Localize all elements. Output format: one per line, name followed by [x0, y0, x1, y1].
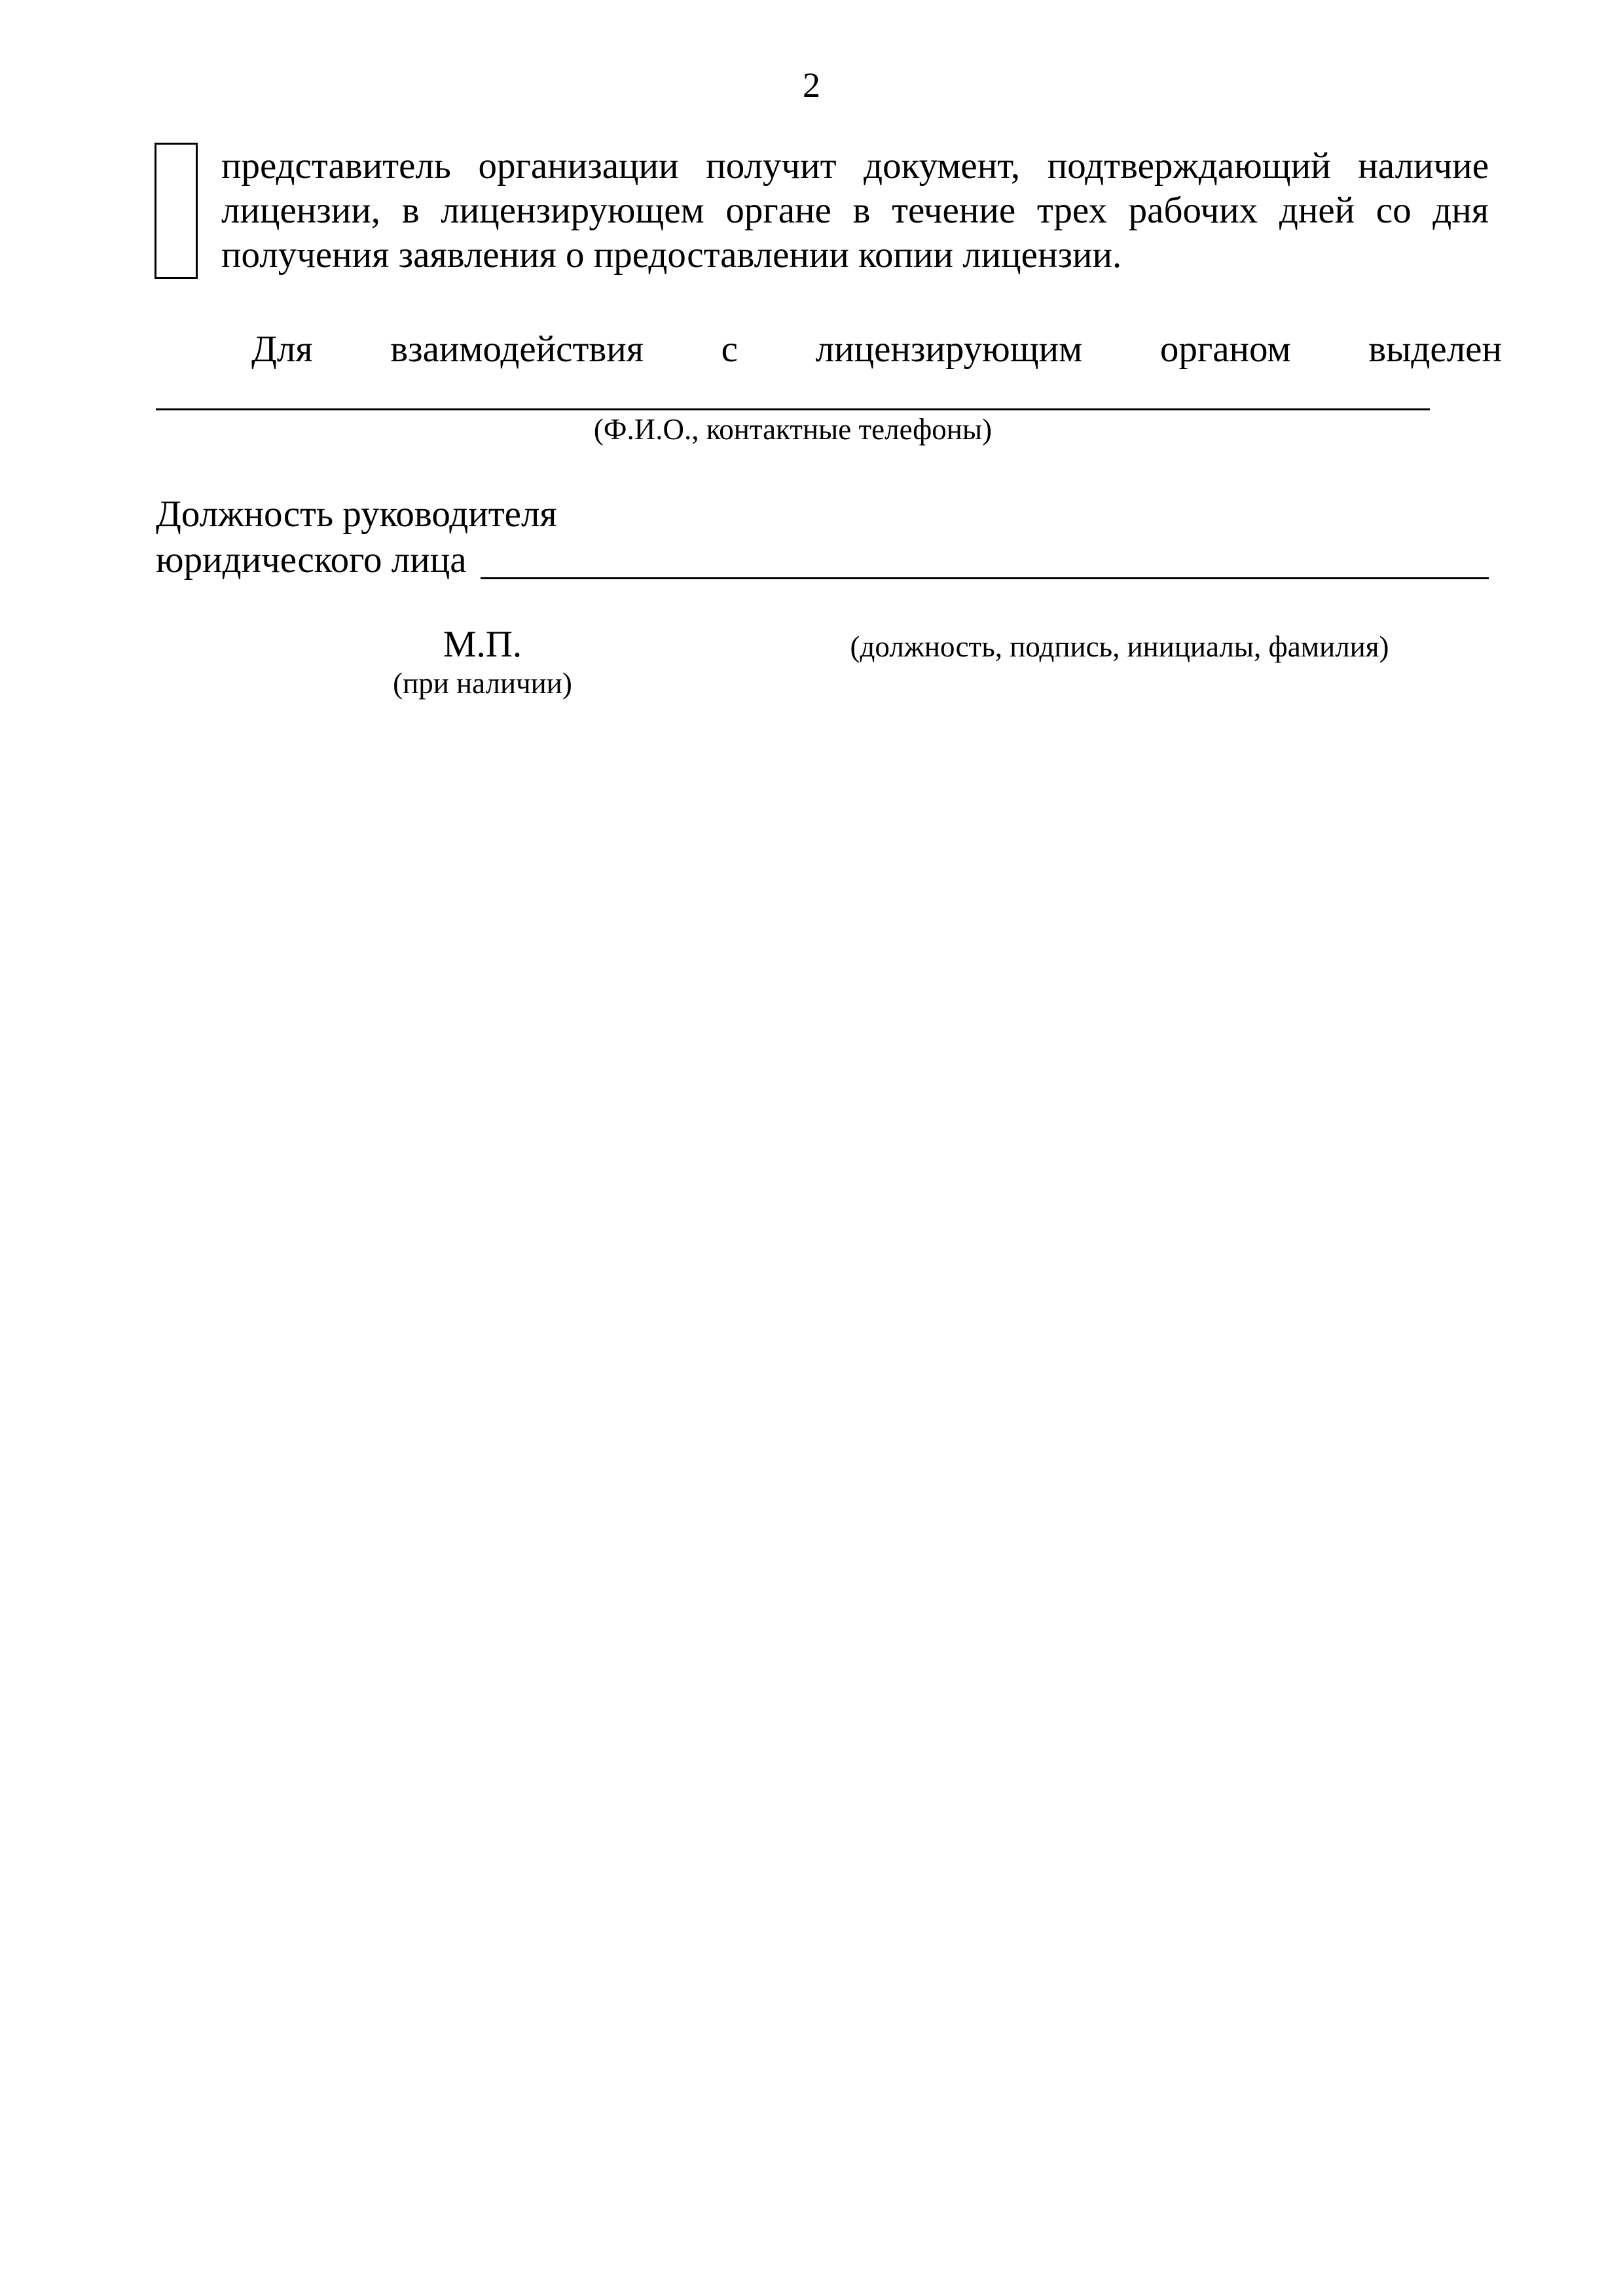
page-number: 2 — [803, 65, 820, 105]
contact-fill-line[interactable] — [156, 408, 1430, 410]
head-title: Должность руководителя — [156, 493, 557, 535]
stamp-note: (при наличии) — [393, 667, 572, 700]
option-text-line: представитель организации получит документ, подтверждающий наличие — [221, 145, 1489, 187]
contact-sentence — [251, 327, 1502, 372]
stamp-label: М.П. — [443, 624, 522, 665]
contact-word: взаимодействия — [390, 329, 644, 370]
contact-word: Для — [251, 329, 313, 370]
contact-word: с — [721, 329, 738, 370]
option-checkbox[interactable] — [155, 143, 198, 279]
option-text-line: лицензии, в лицензирующем органе в течение трех рабочих дней со дня — [221, 190, 1489, 231]
contact-word: лицензирующим — [815, 329, 1083, 370]
contact-word: выделен — [1368, 329, 1502, 370]
head-entity-label: юридического лица — [156, 539, 467, 581]
head-signature-caption: (должность, подпись, инициалы, фамилия) — [850, 630, 1389, 663]
head-signature-line[interactable] — [481, 577, 1489, 579]
option-text — [221, 144, 1489, 278]
contact-word: органом — [1159, 329, 1291, 370]
option-text-line: получения заявления о предоставлении копии лицензии. — [221, 234, 1122, 276]
contact-caption: (Ф.И.О., контактные телефоны) — [593, 413, 993, 446]
